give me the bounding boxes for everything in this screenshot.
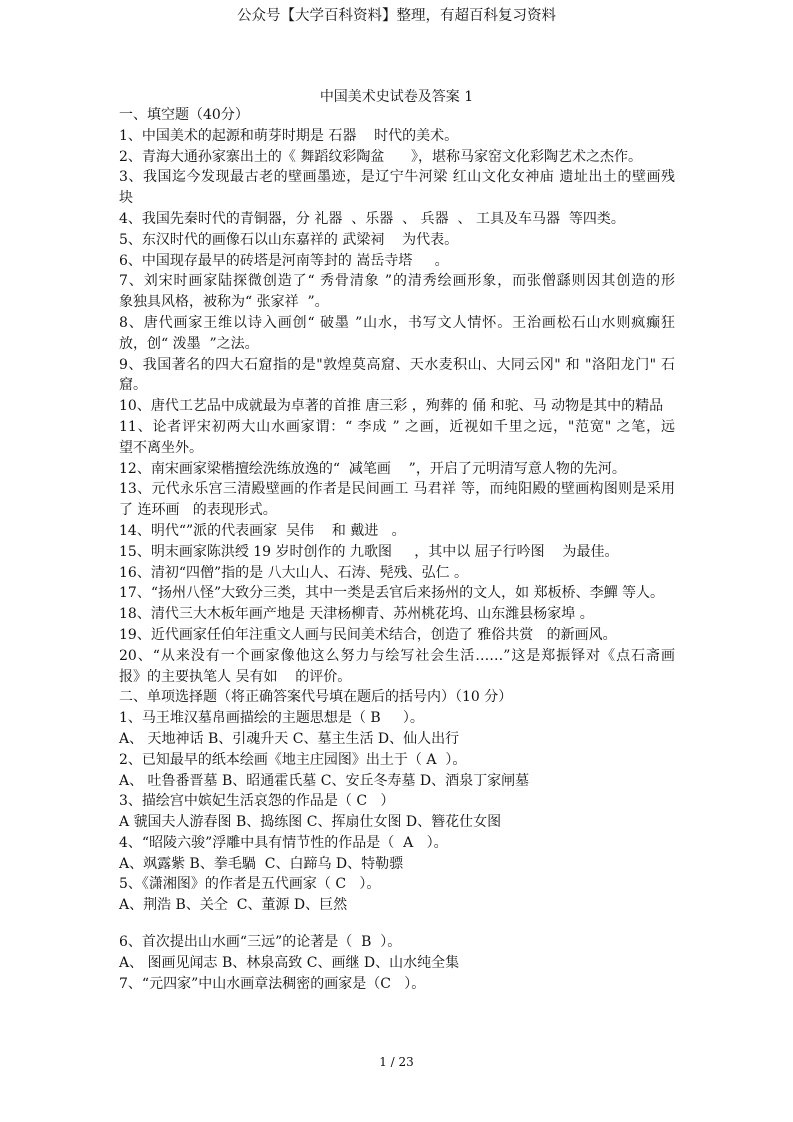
question-line: 望不离坐外。 [119, 439, 203, 456]
question-item [119, 625, 675, 646]
question-item [119, 563, 675, 584]
question-line: 19、近代画家任伯年注重文人画与民间美术结合，创造了 雅俗共赏 的新画风。 [119, 626, 617, 643]
choice-options: A、荆浩 B、关仝 C、董源 D、巨然 [119, 897, 348, 914]
page-header: 公众号【大学百科资料】整理，有超百科复习资料 [237, 8, 556, 24]
choice-question: 2、已知最早的纸本绘画《地主庄园图》出土于（ A ）。 [119, 751, 467, 768]
document-title: 中国美术史试卷及答案 1 [319, 89, 474, 105]
question-item [119, 583, 675, 604]
question-item [119, 167, 675, 209]
question-line: 10、唐代工艺品中成就最为卓著的首推 唐三彩 ，殉葬的 俑 和驼、马 动物是其中的精品 [119, 398, 664, 415]
question-item [119, 542, 675, 563]
question-line: 6、中国现存最早的砖塔是河南等封的 嵩岳寺塔 。 [119, 252, 449, 269]
question-item [119, 604, 675, 625]
question-item [119, 271, 675, 313]
question-line: 18、清代三大木板年画产地是 天津杨柳青、苏州桃花坞、山东潍县杨家埠 。 [119, 606, 594, 623]
choice-options: A、 图画见闻志 B、林泉高致 C、画继 D、山水纯全集 [119, 954, 460, 971]
fill-blank-questions [119, 126, 675, 688]
question-item [119, 396, 675, 417]
choice-options: A 虢国夫人游春图 B、捣练图 C、挥扇仕女图 D、簪花仕女图 [119, 814, 502, 831]
question-line: 13、元代永乐宫三清殿壁画的作者是民间画工 马君祥 等，而纯阳殿的壁画构图则是采用 [119, 481, 675, 498]
question-line: 5、东汉时代的画像石以山东嘉祥的 武梁祠 为代表。 [119, 231, 459, 248]
choice-question: 6、首次提出山水画“三远”的论著是（ B ）。 [119, 934, 402, 951]
choice-question: 7、“元四家”中山水画章法稠密的画家是（C ）。 [119, 975, 426, 992]
question-item [119, 126, 675, 147]
question-item [119, 417, 675, 459]
question-line: 4、我国先秦时代的青铜器，分 礼器 、乐器 、 兵器 、 工具及车马器 等四类。 [119, 210, 625, 227]
question-line: 了 连环画 的表现形式。 [119, 502, 277, 519]
question-line: 20、“从来没有一个画家像他这么努力与绘写社会生活……”这是郑振铎对《点石斋画 [119, 647, 675, 664]
question-item [119, 230, 675, 251]
question-item [119, 479, 675, 521]
question-line: 放，创“ 泼墨 ”之法。 [119, 335, 259, 352]
question-item [119, 209, 675, 230]
choice-question: 4、“昭陵六骏”浮雕中具有情节性的作品是（ A ）。 [119, 834, 448, 851]
question-item [119, 313, 675, 355]
section-heading-fill-blank: 一、填空题（40分） [119, 107, 249, 123]
question-line: 11、论者评宋初两大山水画家谓：“ 李成 ” 之画，近视如千里之远，"范宽" 之笔，远 [119, 418, 675, 435]
page-number: 1 / 23 [379, 1055, 414, 1069]
question-item [119, 521, 675, 542]
question-item [119, 251, 675, 272]
question-item [119, 459, 675, 480]
choice-options: A、 吐鲁番晋墓 B、昭通霍氏墓 C、安丘冬寿墓 D、酒泉丁家闸墓 [119, 772, 530, 789]
question-line: 象独具风格，被称为“ 张家祥 ”。 [119, 294, 329, 311]
question-line: 3、我国迄今发现最古老的壁画墨迹，是辽宁牛河梁 红山文化女神庙 遗址出土的壁画残 [119, 169, 675, 186]
spacer [119, 916, 675, 932]
question-line: 窟。 [119, 377, 147, 394]
choice-options: A、 天地神话 B、引魂升天 C、墓主生活 D、仙人出行 [119, 730, 460, 747]
choice-question: 1、马王堆汉墓帛画描绘的主题思想是（ B ）。 [119, 710, 424, 727]
question-line: 9、我国著名的四大石窟指的是"敦煌莫高窟、天水麦积山、大同云冈" 和 "洛阳龙门" 石 [119, 356, 675, 373]
question-line: 8、唐代画家王维以诗入画创“ 破墨 ”山水，书写文人情怀。王治画松石山水则疯癫狂 [119, 314, 675, 331]
question-line: 报》的主要执笔人 吴有如 的评价。 [119, 668, 352, 685]
question-line: 17、“扬州八怪”大致分三类，其中一类是丢官后来扬州的文人，如 郑板桥、李鱓 等人。 [119, 585, 665, 602]
question-line: 块 [119, 190, 133, 207]
question-item [119, 646, 675, 688]
question-line: 1、中国美术的起源和萌芽时期是 石器 时代的美术。 [119, 127, 459, 144]
question-line: 14、明代“”派的代表画家 吴伟 和 戴进 。 [119, 522, 406, 539]
question-line: 7、刘宋时画家陆探微创造了“ 秀骨清象 ”的清秀绘画形象，而张僧繇则因其创造的形 [119, 273, 675, 290]
question-line: 15、明末画家陈洪绶 19 岁时创作的 九歌图 ，其中以 屈子行吟图 为最佳。 [119, 543, 619, 560]
question-line: 12、南宋画家梁楷擅绘洗练放逸的“ 减笔画 ”，开启了元明清写意人物的先河。 [119, 460, 626, 477]
question-line: 2、青海大通孙家寨出土的《 舞蹈纹彩陶盆 》，堪称马家窑文化彩陶艺术之杰作。 [119, 148, 643, 165]
question-item [119, 355, 675, 397]
question-line: 16、清初“四僧”指的是 八大山人、石涛、髡残、弘仁 。 [119, 564, 469, 581]
question-item [119, 147, 675, 168]
choice-question: 3、描绘宫中嫔妃生活哀怨的作品是（ C ） [119, 793, 395, 810]
multiple-choice-questions [119, 708, 675, 994]
choice-options: A、飒露紫 B、拳毛騧 C、白蹄乌 D、特勒骠 [119, 855, 404, 872]
choice-question: 5、《潇湘图》的作者是五代画家（ C ）。 [119, 876, 381, 893]
section-heading-multiple-choice: 二、单项选择题（将正确答案代号填在题后的括号内）（10 分） [119, 689, 513, 706]
document-body [119, 105, 675, 994]
